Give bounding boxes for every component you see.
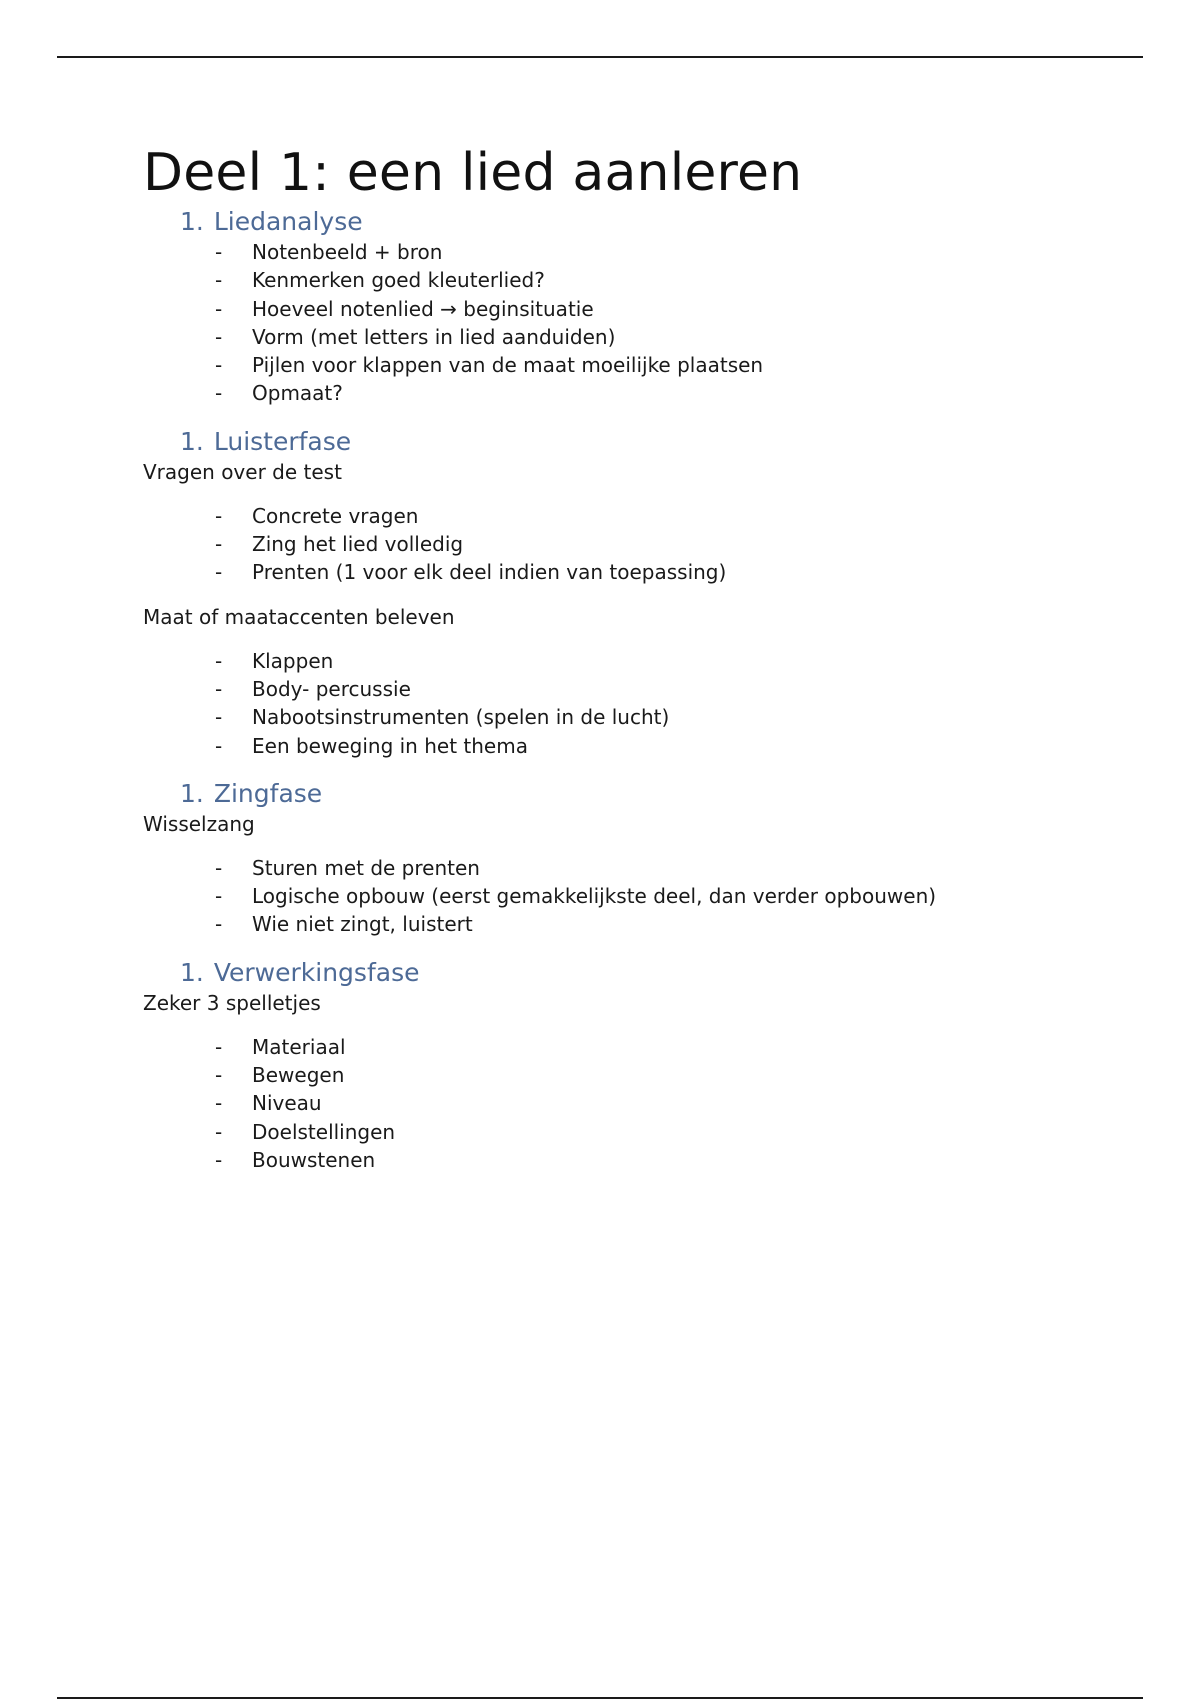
section-heading-zingfase — [143, 778, 1103, 810]
block-intro: Vragen over de test — [143, 459, 342, 484]
section-heading-liedanalyse — [143, 206, 1103, 238]
section-title: Verwerkingsfase — [213, 957, 420, 987]
dash-bullet: - — [215, 532, 223, 557]
zingfase-list — [143, 854, 1103, 939]
list-item — [143, 1089, 1103, 1117]
list-item-text: Wie niet zingt, luistert — [252, 912, 473, 937]
section-number: 1. — [180, 207, 204, 236]
list-item — [143, 266, 1103, 294]
list-item-text: Niveau — [252, 1091, 322, 1116]
dash-bullet: - — [215, 503, 223, 528]
list-item-text: Notenbeeld + bron — [252, 240, 443, 264]
list-item — [143, 1061, 1103, 1089]
block-intro: Wisselzang — [143, 811, 255, 836]
list-item — [143, 238, 1103, 266]
list-item-text: Bouwstenen — [252, 1147, 376, 1172]
list-item — [143, 379, 1103, 407]
dash-bullet: - — [215, 912, 223, 937]
section-title: Luisterfase — [213, 426, 352, 456]
dash-bullet: - — [215, 353, 223, 378]
document-title: Deel 1: een lied aanleren — [143, 143, 803, 203]
section-number: 1. — [180, 778, 204, 808]
dash-bullet: - — [215, 705, 223, 730]
dash-bullet: - — [215, 855, 223, 880]
list-item — [143, 295, 1103, 323]
dash-bullet: - — [215, 1034, 223, 1059]
list-item — [143, 910, 1103, 938]
dash-bullet: - — [215, 268, 223, 293]
bottom-rule — [57, 1697, 1143, 1699]
list-item — [143, 558, 1103, 586]
list-item-text: Klappen — [252, 648, 334, 673]
list-item-text: Opmaat? — [252, 381, 343, 406]
dash-bullet: - — [215, 381, 223, 406]
dash-bullet: - — [215, 1119, 223, 1144]
section-heading-luisterfase — [143, 426, 1103, 458]
dash-bullet: - — [215, 324, 223, 349]
list-item-text: Pijlen voor klappen van de maat moeilijke plaatsen — [252, 353, 764, 378]
dash-bullet: - — [215, 676, 223, 701]
list-item-text: Doelstellingen — [252, 1119, 396, 1144]
list-item — [143, 675, 1103, 703]
top-rule — [57, 56, 1143, 58]
liedanalyse-list — [143, 238, 1103, 408]
dash-bullet: - — [215, 733, 223, 758]
list-item — [143, 882, 1103, 910]
luisterfase-list-2 — [143, 647, 1103, 760]
dash-bullet: - — [215, 1063, 223, 1088]
section-title: Liedanalyse — [213, 207, 363, 236]
dash-bullet: - — [215, 560, 223, 585]
block-intro: Zeker 3 spelletjes — [143, 990, 321, 1015]
list-item — [143, 647, 1103, 675]
list-item — [143, 1118, 1103, 1146]
list-item-text: Materiaal — [252, 1034, 346, 1059]
block-intro: Maat of maataccenten beleven — [143, 604, 455, 629]
list-item-text: Kenmerken goed kleuterlied? — [252, 268, 545, 293]
list-item-text: Vorm (met letters in lied aanduiden) — [252, 324, 616, 349]
section-number: 1. — [180, 426, 204, 456]
dash-bullet: - — [215, 296, 223, 321]
list-item — [143, 732, 1103, 760]
list-item — [143, 351, 1103, 379]
list-item-text: Zing het lied volledig — [252, 532, 464, 557]
list-item — [143, 1033, 1103, 1061]
list-item — [143, 703, 1103, 731]
list-item-text: Prenten (1 voor elk deel indien van toepassing) — [252, 560, 727, 585]
list-item-text: Een beweging in het thema — [252, 733, 528, 758]
list-item-text: Concrete vragen — [252, 503, 419, 528]
dash-bullet: - — [215, 648, 223, 673]
list-item-text: Nabootsinstrumenten (spelen in de lucht) — [252, 705, 670, 730]
list-item-text: Logische opbouw (eerst gemakkelijkste deel, dan verder opbouwen) — [252, 884, 937, 909]
dash-bullet: - — [215, 1091, 223, 1116]
list-item-text: Body- percussie — [252, 676, 411, 701]
section-title: Zingfase — [213, 778, 323, 808]
list-item-text: Sturen met de prenten — [252, 855, 480, 880]
luisterfase-list-1 — [143, 502, 1103, 587]
verwerkingsfase-list — [143, 1033, 1103, 1174]
section-heading-verwerkingsfase — [143, 957, 1103, 989]
dash-bullet: - — [215, 240, 223, 264]
section-number: 1. — [180, 957, 204, 987]
dash-bullet: - — [215, 1147, 223, 1172]
list-item — [143, 323, 1103, 351]
list-item — [143, 502, 1103, 530]
list-item-text: Hoeveel notenlied → beginsituatie — [252, 296, 594, 321]
document-body — [143, 140, 1103, 1174]
list-item — [143, 530, 1103, 558]
list-item-text: Bewegen — [252, 1063, 345, 1088]
list-item — [143, 854, 1103, 882]
list-item — [143, 1146, 1103, 1174]
dash-bullet: - — [215, 884, 223, 909]
